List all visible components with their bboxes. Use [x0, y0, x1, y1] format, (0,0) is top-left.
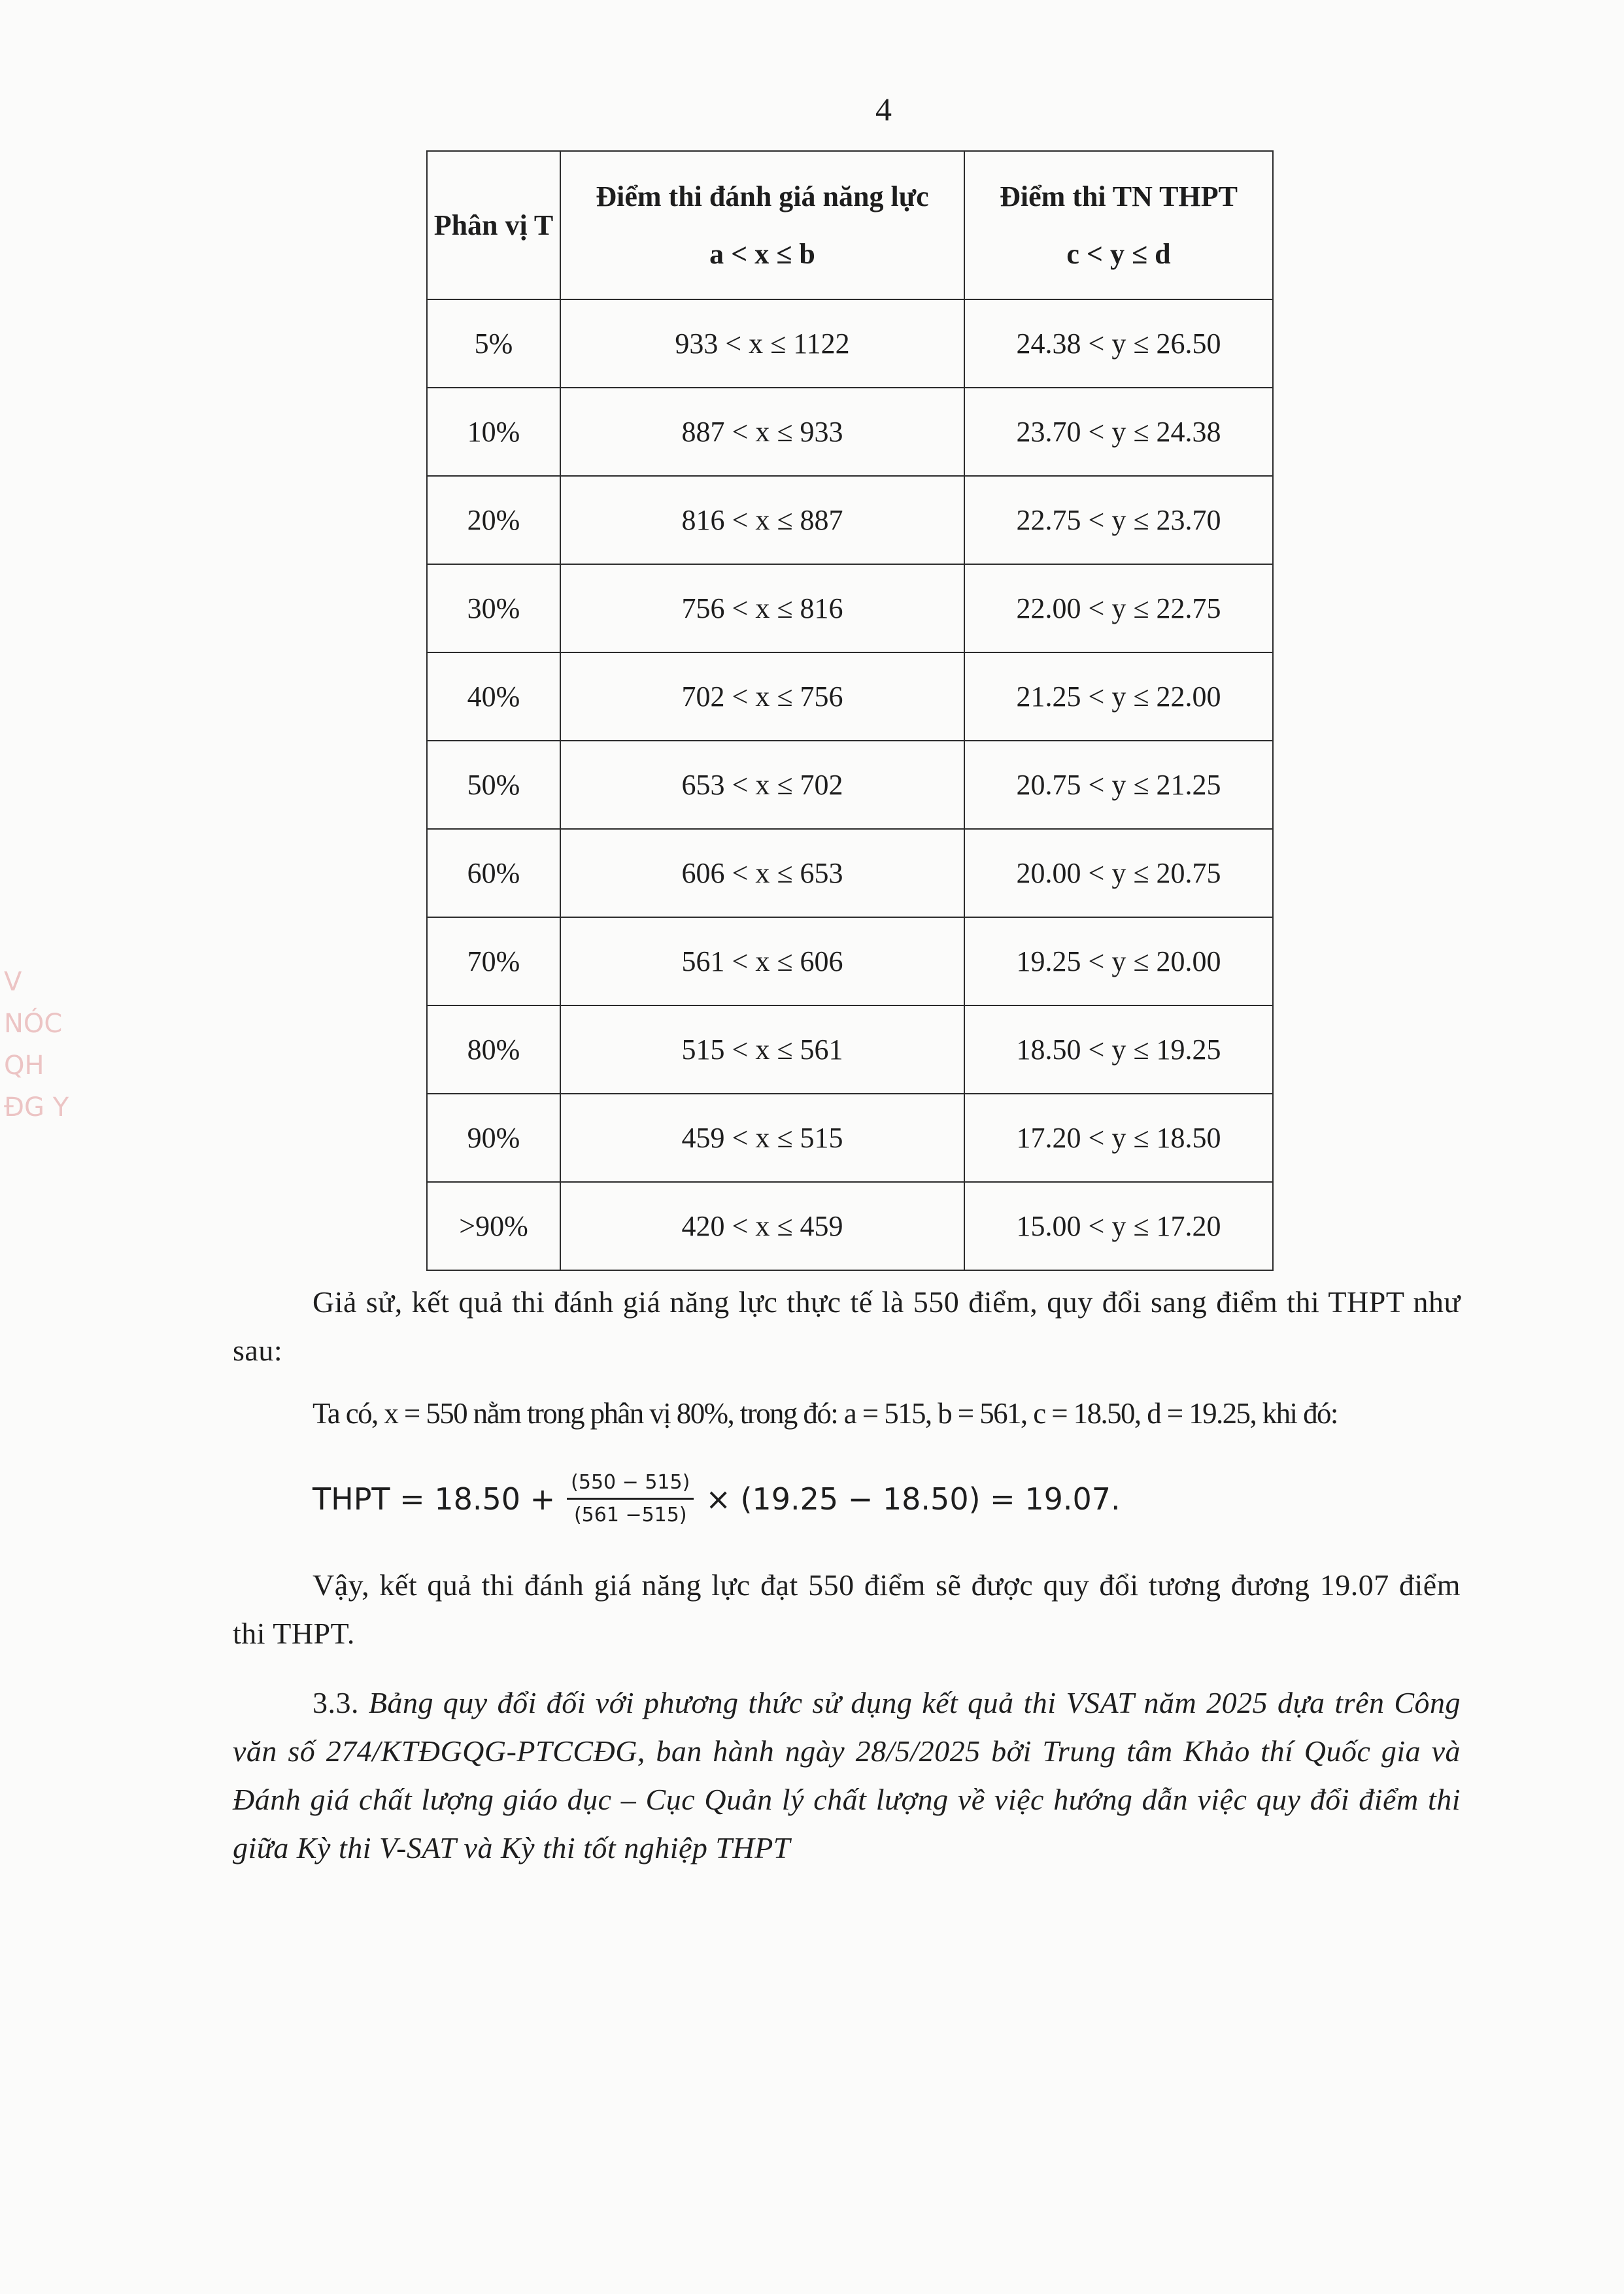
- cell-thpt-range: 22.00 < y ≤ 22.75: [964, 564, 1273, 652]
- stamp-line: QH: [4, 1051, 44, 1081]
- cell-thpt-range: 23.70 < y ≤ 24.38: [964, 388, 1273, 476]
- conversion-table: [426, 150, 1274, 1271]
- header-dgnl: [560, 151, 964, 299]
- table-row: [427, 564, 1273, 652]
- cell-thpt-range: 21.25 < y ≤ 22.00: [964, 652, 1273, 741]
- table-row: [427, 1182, 1273, 1270]
- header-percentile: Phân vị T: [427, 151, 560, 299]
- cell-dgnl-range: 887 < x ≤ 933: [560, 388, 964, 476]
- header-dgnl-range: a < x ≤ b: [709, 237, 815, 270]
- section-number: 3.3.: [313, 1686, 359, 1719]
- table-row: [427, 917, 1273, 1005]
- para3-text: Vậy, kết quả thi đánh giá năng lực đạt 550 điểm sẽ được quy đổi tương đương 19.07 điểm thi THPT.: [233, 1568, 1461, 1650]
- cell-dgnl-range: 702 < x ≤ 756: [560, 652, 964, 741]
- table-row: [427, 299, 1273, 388]
- cell-thpt-range: 20.00 < y ≤ 20.75: [964, 829, 1273, 917]
- cell-percentile: 80%: [427, 1005, 560, 1094]
- header-dgnl-title: Điểm thi đánh giá năng lực: [596, 180, 929, 212]
- table-row: [427, 741, 1273, 829]
- cell-dgnl-range: 420 < x ≤ 459: [560, 1182, 964, 1270]
- para1-text: Giả sử, kết quả thi đánh giá năng lực thực tế là 550 điểm, quy đổi sang điểm thi THPT như sau:: [233, 1285, 1461, 1367]
- paragraph-example-intro: [233, 1278, 1461, 1375]
- cell-dgnl-range: 756 < x ≤ 816: [560, 564, 964, 652]
- cell-percentile: 40%: [427, 652, 560, 741]
- cell-percentile: 30%: [427, 564, 560, 652]
- cell-thpt-range: 17.20 < y ≤ 18.50: [964, 1094, 1273, 1182]
- table-body: [427, 299, 1273, 1270]
- cell-percentile: 60%: [427, 829, 560, 917]
- stamp-line: NÓC: [4, 1009, 63, 1039]
- cell-thpt-range: 22.75 < y ≤ 23.70: [964, 476, 1273, 564]
- section-3-3: [233, 1679, 1461, 1872]
- table-row: [427, 829, 1273, 917]
- cell-percentile: 5%: [427, 299, 560, 388]
- section-title: Bảng quy đổi đối với phương thức sử dụng kết quả thi VSAT năm 2025 dựa trên Công văn số 274/KTĐGQG-PTCCĐG, ban hành ngày 28/5/2025 bởi Trung tâm Khảo thí Quốc gia và Đánh giá chất lượng giáo dục – Cục Quản lý chất lượng về việc hướng dẫn việc quy đổi điểm thi giữa Kỳ thi V-SAT và Kỳ thi tốt nghiệp THPT: [233, 1686, 1461, 1864]
- formula-numerator: (550 − 515): [567, 1471, 694, 1500]
- formula-lhs: THPT = 18.50 +: [313, 1481, 556, 1517]
- cell-percentile: 20%: [427, 476, 560, 564]
- formula-rhs: × (19.25 − 18.50) = 19.07.: [705, 1481, 1121, 1517]
- cell-thpt-range: 24.38 < y ≤ 26.50: [964, 299, 1273, 388]
- cell-dgnl-range: 653 < x ≤ 702: [560, 741, 964, 829]
- stamp-line: V: [4, 967, 22, 997]
- cell-percentile: >90%: [427, 1182, 560, 1270]
- cell-dgnl-range: 606 < x ≤ 653: [560, 829, 964, 917]
- paragraph-example-values: [233, 1389, 1461, 1438]
- formula-fraction: [567, 1471, 694, 1527]
- cell-dgnl-range: 459 < x ≤ 515: [560, 1094, 964, 1182]
- cell-percentile: 70%: [427, 917, 560, 1005]
- cell-dgnl-range: 515 < x ≤ 561: [560, 1005, 964, 1094]
- table-row: [427, 1005, 1273, 1094]
- cell-dgnl-range: 816 < x ≤ 887: [560, 476, 964, 564]
- table-header-row: [427, 151, 1273, 299]
- table-row: [427, 388, 1273, 476]
- cell-thpt-range: 18.50 < y ≤ 19.25: [964, 1005, 1273, 1094]
- stamp-line: ĐG Y: [4, 1092, 69, 1122]
- cell-percentile: 10%: [427, 388, 560, 476]
- header-thpt-range: c < y ≤ d: [1066, 237, 1171, 270]
- table-row: [427, 476, 1273, 564]
- table-row: [427, 1094, 1273, 1182]
- paragraph-conclusion: [233, 1561, 1461, 1658]
- para2-text: Ta có, x = 550 nằm trong phân vị 80%, trong đó: a = 515, b = 561, c = 18.50, d = 19.25, khi đó:: [313, 1397, 1338, 1430]
- cell-thpt-range: 20.75 < y ≤ 21.25: [964, 741, 1273, 829]
- formula-denominator: (561 −515): [573, 1504, 687, 1527]
- red-stamp-fragment: [0, 961, 85, 1236]
- cell-thpt-range: 15.00 < y ≤ 17.20: [964, 1182, 1273, 1270]
- conversion-formula: [313, 1471, 1121, 1527]
- table-row: [427, 652, 1273, 741]
- cell-thpt-range: 19.25 < y ≤ 20.00: [964, 917, 1273, 1005]
- cell-percentile: 90%: [427, 1094, 560, 1182]
- header-thpt: [964, 151, 1273, 299]
- cell-percentile: 50%: [427, 741, 560, 829]
- cell-dgnl-range: 933 < x ≤ 1122: [560, 299, 964, 388]
- cell-dgnl-range: 561 < x ≤ 606: [560, 917, 964, 1005]
- page-number: 4: [875, 91, 892, 127]
- header-thpt-title: Điểm thi TN THPT: [1000, 180, 1238, 212]
